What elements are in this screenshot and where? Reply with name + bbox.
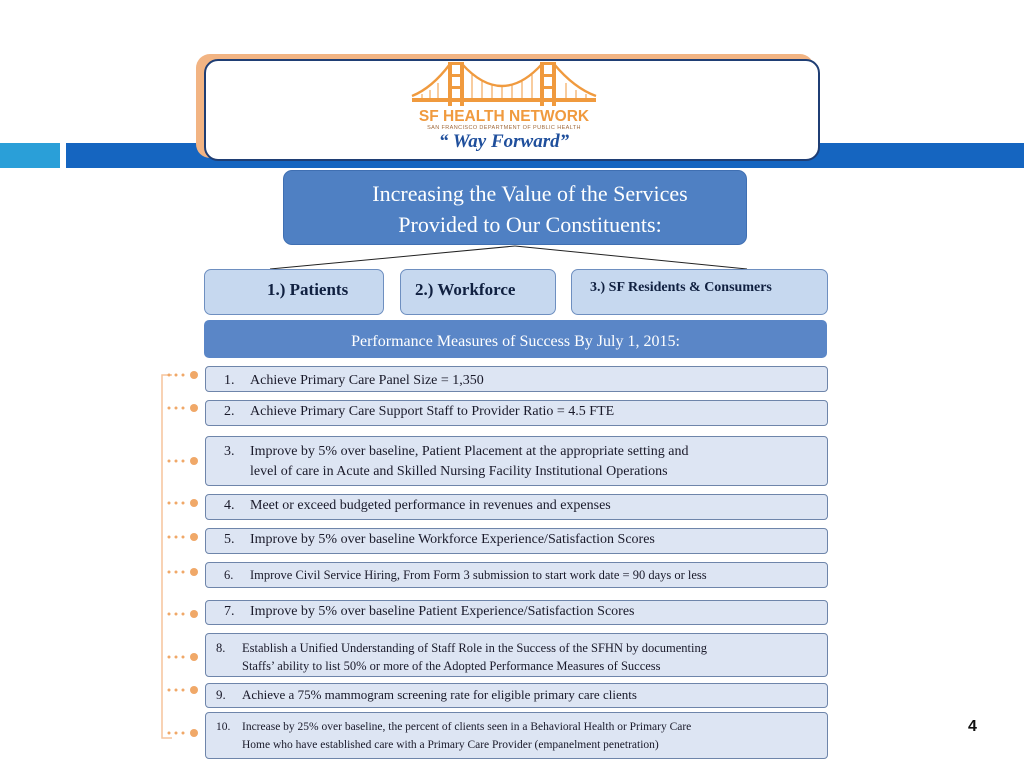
bullet-5 xyxy=(168,533,199,541)
measure-text-line-2: Home who have established care with a Primary Care Provider (empanelment penetration) xyxy=(242,739,659,751)
bullet-3 xyxy=(168,457,199,465)
measure-number: 4. xyxy=(224,498,235,513)
golden-gate-bridge-logo xyxy=(408,58,600,134)
connector-line-residents xyxy=(515,246,747,269)
category-label: 2.) Workforce xyxy=(415,280,516,299)
category-sf-residents xyxy=(571,269,828,315)
measure-text: Meet or exceed budgeted performance in revenues and expenses xyxy=(250,498,611,513)
measure-text-line-1: Improve by 5% over baseline, Patient Placement at the appropriate setting and xyxy=(250,444,689,459)
measure-text-line-1: Establish a Unified Understanding of Staff Role in the Success of the SFHN by documenting xyxy=(242,641,707,655)
bullet-1 xyxy=(168,371,199,379)
measure-text-line-2: Staffs’ ability to list 50% or more of the Adopted Performance Measures of Success xyxy=(242,659,661,673)
measure-number: 1. xyxy=(224,373,235,388)
measure-text-line-1: Increase by 25% over baseline, the percent of clients seen in a Behavioral Health or Primary Care xyxy=(242,721,692,733)
title-line-1: Increasing the Value of the Services xyxy=(372,181,688,206)
measure-text: Achieve Primary Care Support Staff to Provider Ratio = 4.5 FTE xyxy=(250,404,615,419)
measure-text: Achieve Primary Care Panel Size = 1,350 xyxy=(250,373,484,388)
measure-3 xyxy=(205,436,828,486)
measure-number: 7. xyxy=(224,604,235,619)
measure-number: 2. xyxy=(224,404,235,419)
measure-text: Improve Civil Service Hiring, From Form 3 submission to start work date = 90 days or less xyxy=(250,568,707,582)
tagline: “ Way Forward” xyxy=(438,131,570,152)
bullet-10 xyxy=(168,729,199,737)
measure-number: 6. xyxy=(224,568,234,582)
category-label: 3.) SF Residents & Consumers xyxy=(590,280,772,295)
measure-number: 9. xyxy=(216,687,226,702)
measure-number: 10. xyxy=(216,721,231,733)
measure-1 xyxy=(205,366,828,392)
measure-text: Improve by 5% over baseline Workforce Experience/Satisfaction Scores xyxy=(250,532,655,547)
bullet-7 xyxy=(168,610,199,618)
measure-6 xyxy=(205,562,828,588)
bracket-line xyxy=(162,375,172,738)
measure-5 xyxy=(205,528,828,554)
performance-header: Performance Measures of Success By July 1, 2015: xyxy=(204,320,827,358)
bullet-4 xyxy=(168,499,199,507)
measure-text: Achieve a 75% mammogram screening rate for eligible primary care clients xyxy=(242,687,637,702)
title-line-2: Provided to Our Constituents: xyxy=(398,212,662,237)
page-number: 4 xyxy=(968,718,977,735)
page-title xyxy=(290,178,770,240)
measure-number: 3. xyxy=(224,444,235,459)
logo-title: SF HEALTH NETWORK xyxy=(418,108,590,125)
bullet-9 xyxy=(168,686,199,694)
bullet-2 xyxy=(168,404,199,412)
measure-4 xyxy=(205,494,828,520)
category-patients xyxy=(204,269,384,315)
bullet-6 xyxy=(168,568,199,576)
measure-number: 5. xyxy=(224,532,235,547)
logo-subtitle: SAN FRANCISCO DEPARTMENT OF PUBLIC HEALTH xyxy=(427,125,581,131)
category-label: 1.) Patients xyxy=(267,280,349,299)
measure-text-line-2: level of care in Acute and Skilled Nursing Facility Institutional Operations xyxy=(250,464,668,479)
measure-text: Improve by 5% over baseline Patient Experience/Satisfaction Scores xyxy=(250,604,635,619)
measure-10 xyxy=(205,712,828,759)
measure-number: 8. xyxy=(216,641,226,655)
bullet-8 xyxy=(168,653,199,661)
measure-2 xyxy=(205,400,828,426)
measure-7 xyxy=(205,600,828,625)
connector-line-patients xyxy=(270,246,515,269)
measure-8 xyxy=(205,633,828,677)
category-workforce xyxy=(400,269,556,315)
header-stripe-light xyxy=(0,143,60,168)
measure-9 xyxy=(205,683,828,708)
